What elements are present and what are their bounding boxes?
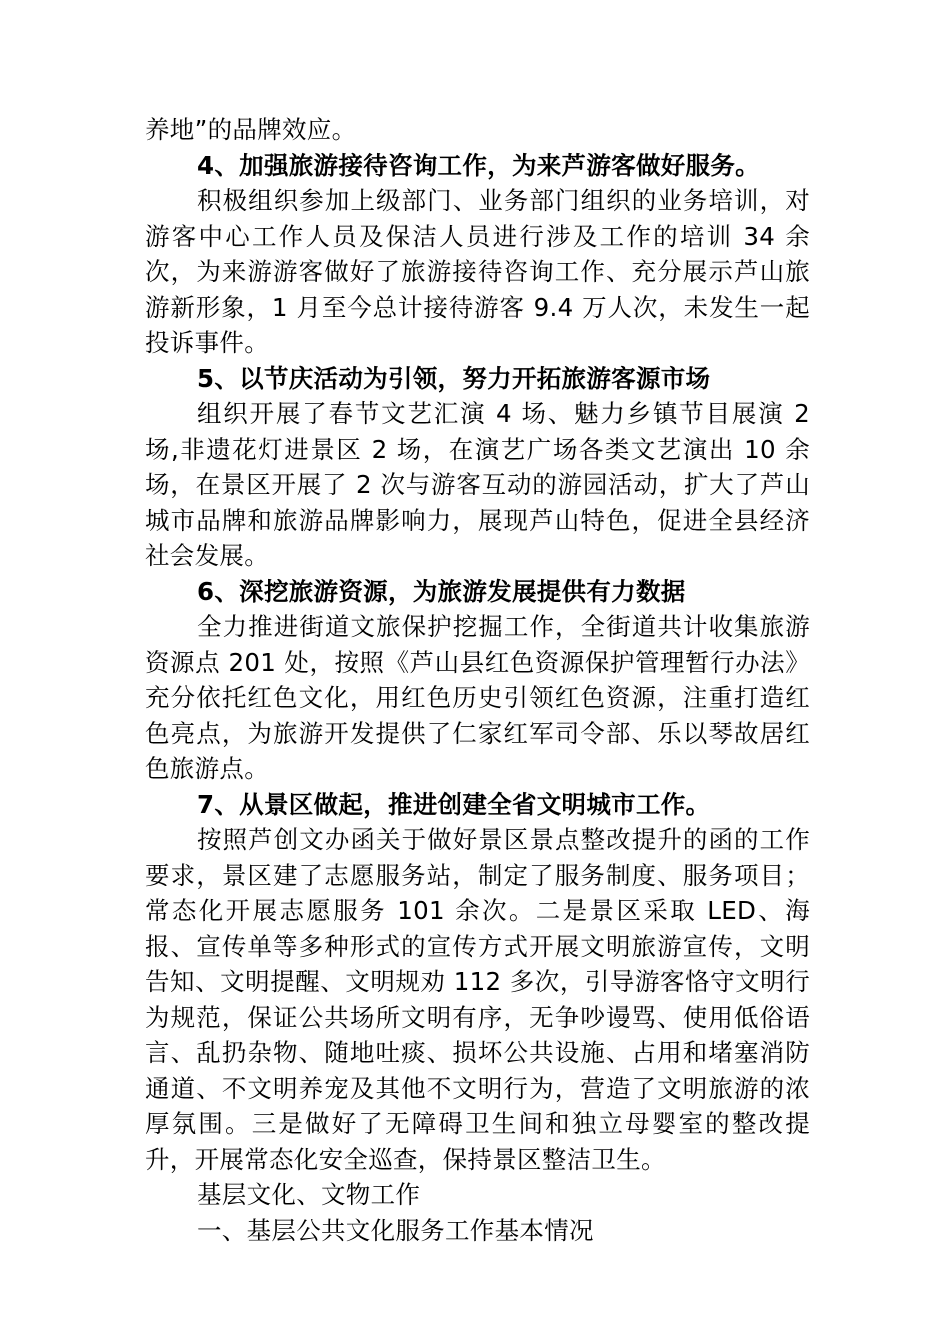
paragraph-item-6: 全力推进街道文旅保护挖掘工作，全街道共计收集旅游资源点 201 处，按照《芦山县红色资源保护管理暂行办法》充分依托红色文化，用红色历史引领红色资源，注重打造红色亮点，为旅游开发提供了仁家红军司令部、乐以琴故居红色旅游点。	[145, 612, 810, 783]
paragraph-brand-effect: 养地”的品牌效应。	[145, 115, 357, 144]
paragraph-item-7: 按照芦创文办函关于做好景区景点整改提升的函的工作要求，景区建了志愿服务站，制定了服务制度、服务项目；常态化开展志愿服务 101 余次。二是景区采取 LED、海报、宣传单等多种形式的宣传方式开展文明旅游宣传，文明告知、文明提醒、文明规劝 112 多次，引导游客恪守文明行为规范，保证公共场所文明有序，无争吵谩骂、使用低俗语言、乱扔杂物、随地吐痰、损坏公共设施、占用和堵塞消防通道、不文明养宠及其他不文明行为，营造了文明旅游的浓厚氛围。三是做好了无障碍卫生间和独立母婴室的整改提升，开展常态化安全巡查，保持景区整洁卫生。	[145, 825, 810, 1174]
section-title: 基层文化、文物工作	[197, 1180, 421, 1209]
heading-item-6: 6、深挖旅游资源，为旅游发展提供有力数据	[197, 576, 686, 606]
paragraph-item-4: 积极组织参加上级部门、业务部门组织的业务培训，对游客中心工作人员及保洁人员进行涉及工作的培训 34 余次，为来游游客做好了旅游接待咨询工作、充分展示芦山旅游新形象，1 月至今总计接待游客 9.4 万人次，未发生一起投诉事件。	[145, 186, 810, 357]
paragraph-item-5: 组织开展了春节文艺汇演 4 场、魅力乡镇节目展演 2 场,非遗花灯进景区 2 场，在演艺广场各类文艺演出 10 余场，在景区开展了 2 次与游客互动的游园活动，扩大了芦山城市品牌和旅游品牌影响力，展现芦山特色，促进全县经济社会发展。	[145, 399, 810, 570]
subsection-title: 一、基层公共文化服务工作基本情况	[197, 1215, 594, 1245]
heading-item-4: 4、加强旅游接待咨询工作，为来芦游客做好服务。	[197, 150, 760, 180]
heading-item-7: 7、从景区做起，推进创建全省文明城市工作。	[197, 789, 711, 819]
heading-item-5: 5、以节庆活动为引领，努力开拓旅游客源市场	[197, 363, 711, 393]
document-page	[145, 112, 810, 1248]
